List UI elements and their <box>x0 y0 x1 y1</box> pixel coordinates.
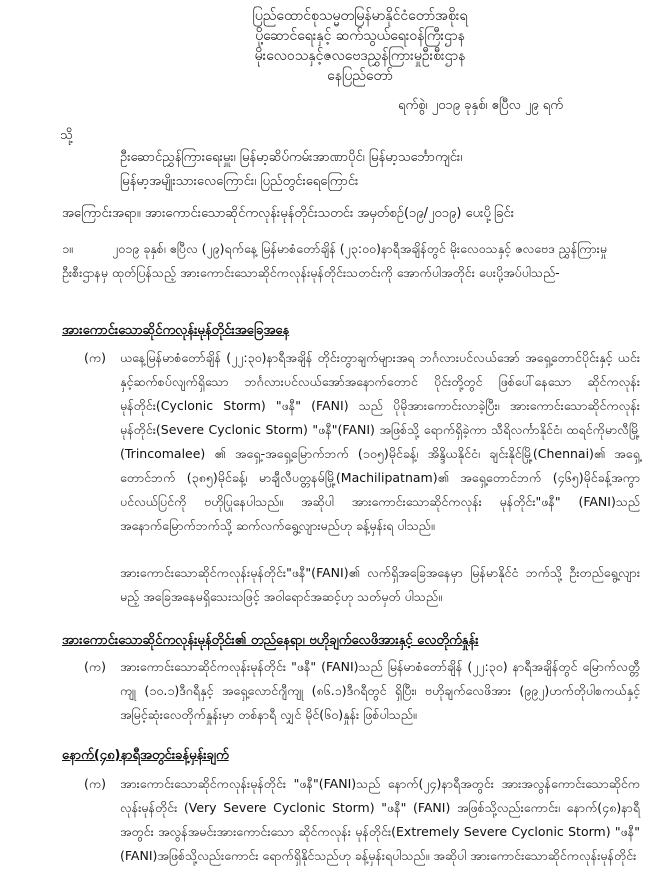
item-marker: (က) <box>84 776 106 791</box>
section-title-location-pressure: အားကောင်းသောဆိုင်ကလုန်းမုန်တိုင်း၏ တည်နေရာ၊ ဗဟိုချက်လေဖိအားနှင့် လေတိုက်နှုန်း <box>62 633 479 648</box>
recipients-block <box>120 146 620 194</box>
letter-date: ရက်စွဲ၊ ၂၀၁၉ ခုနှစ်၊ ဧပြီလ ၂၉ ရက် <box>398 98 563 113</box>
item-text: ယနေ့မြန်မာစံတော်ချိန် (၂၂:၃၀)နာရီအချိန် တိုင်းတွာချက်များအရ ဘင်္ဂလားပင်လယ်အော် အရှေ့တောင်ပိုင်းနှင့် ယင်းနှင့်ဆက်စပ်လျက်ရှိသော ဘင်္ဂလားပင်လယ်အော်အနောက်တောင် ပိုင်းတို့တွင် ဖြစ်ပေါ်နေသော ဆိုင်ကလုန်းမုန်တိုင်း(Cyclonic Storm) "ဖနီ" (FANI) သည် ပိုမိုအားကောင်းလာခဲ့ပြီး၊ အားကောင်းသောဆိုင်ကလုန်းမုန်တိုင်း(Severe Cyclonic Storm) "ဖနီ"(FANI) အဖြစ်သို့ ရောက်ရှိခဲ့ကာ သီရိလင်္ကာနိုင်ငံ၊ ထရင်ကိုမာလီမြို့ (Trincomalee) ၏ အရှေ့-အရှေ့မြောက်ဘက် (၁၀၅)မိုင်ခန့်၊ အိန္ဒိယနိုင်ငံ၊ ချင်းနိုင်မြို့(Chennai)၏ အရှေ့ တောင်ဘက် (၃၈၅)မိုင်ခန့်၊ မာချီလီပတ္တနမ်မြို့(Machilipatnam)၏ အရှေ့တောင်ဘက် (၄၆၅)မိုင်ခန့်အကွာ ပင်လယ်ပြင်ကို ဗဟိုပြုနေပါသည်။ အဆိုပါ အားကောင်းသောဆိုင်ကလုန်း မုန်တိုင်း"ဖနီ" (FANI)သည် အနောက်မြောက်ဘက်သို့ ဆက်လက်ရွေ့လျားမည်ဟု ခန့်မှန်းရ ပါသည်။ <box>120 350 640 533</box>
item-text: အားကောင်းသောဆိုင်ကလုန်းမုန်တိုင်း "ဖနီ"(FANI)သည် နောက်(၂၄)နာရီအတွင်း အားအလွန်ကောင်းသောဆိုင်ကလုန်းမုန်တိုင်း (Very Severe Cyclonic Storm) "ဖနီ" (FANI) အဖြစ်သို့လည်းကောင်း၊ နောက်(၄၈)နာရီအတွင်း အလွန်အမင်းအားကောင်းသော ဆိုင်ကလုန်း မုန်တိုင်း(Extremely Severe Cyclonic Storm) "ဖနီ"(FANI)အဖြစ်သို့လည်းကောင်း ရောက်ရှိနိုင်သည်ဟု ခန့်မှန်းရပါသည်။ အဆိုပါ အားကောင်းသောဆိုင်ကလုန်းမုန်တိုင်း <box>120 776 640 863</box>
letterhead-government: ပြည်ထောင်စုသမ္မတမြန်မာနိုင်ငံတော်အစိုးရ <box>252 8 468 24</box>
section-item <box>84 655 640 727</box>
intro-paragraph <box>62 237 637 285</box>
subject-line: အကြောင်းအရာ။ အားကောင်းသောဆိုင်ကလုန်းမုန်တိုင်းသတင်း အမှတ်စဉ်(၁၉/၂၀၁၉) ပေးပို့ခြင်း <box>62 206 515 221</box>
section-item <box>84 772 640 868</box>
section-title-forecast: နောက်(၄၈)နာရီအတွင်းခန့်မှန်းချက် <box>62 748 229 763</box>
paragraph-number: ၁။ <box>62 241 73 256</box>
item-text: အားကောင်းသောဆိုင်ကလုန်းမုန်တိုင်း "ဖနီ" (FANI)သည် မြန်မာစံတော်ချိန် (၂၂:၃၀) နာရီအချိန်တွင် မြောက်လတ္တီကျု (၁၀.၁)ဒီဂရီနှင့် အရှေ့လောင်ဂျီကျု (၈၆.၁)ဒီဂရီတွင် ရှိပြီး၊ ဗဟိုချက်လေဖိအား (၉၉၂)ဟက်တိုပါစကယ်နှင့် အမြင့်ဆုံးလေတိုက်နှုန်းမှာ တစ်နာရီ လျှင် မိုင်(၆၀)နှုန်း ဖြစ်ပါသည်။ <box>120 659 640 722</box>
letterhead-ministry: ပို့ဆောင်ရေးနှင့် ဆက်သွယ်ရေးဝန်ကြီးဌာန <box>255 28 465 44</box>
item-text: အားကောင်းသောဆိုင်ကလုန်းမုန်တိုင်း"ဖနီ"(FANI)၏ လက်ရှိအခြေအနေမှာ မြန်မာနိုင်ငံ ဘက်သို့ ဦးတည်ရွေ့လျားမည့် အခြေအနေမရှိသေးသဖြင့် အဝါရောင်အဆင့်ဟု သတ်မှတ် ပါသည်။ <box>120 565 640 604</box>
recipients-line: ဦးဆောင်ညွှန်ကြားရေးမှူး၊ မြန်မာ့ဆိပ်ကမ်းအာဏာပိုင်၊ မြန်မာ့သင်္ဘောကျင်း၊ <box>120 150 463 165</box>
letterhead-department: မိုးလေဝသနှင့်ဇလဗေဒညွှန်ကြားမှုဦးစီးဌာန <box>254 48 466 64</box>
section-title-storm-status: အားကောင်းသောဆိုင်ကလုန်းမုန်တိုင်းအခြေအနေ <box>62 323 290 338</box>
recipients-line: မြန်မာ့အမျိုးသားလေကြောင်း၊ ပြည်တွင်းရေကြောင်း <box>120 174 359 189</box>
letterhead <box>200 6 520 86</box>
letterhead-city: နေပြည်တော် <box>327 68 393 84</box>
to-label: သို့ <box>60 128 73 143</box>
item-marker: (က) <box>84 659 106 674</box>
section-item <box>84 346 640 538</box>
item-marker: (က) <box>84 350 106 365</box>
section-item-continuation <box>120 561 640 609</box>
paragraph-text: ၂၀၁၉ ခုနှစ်၊ ဧပြီလ (၂၉)ရက်နေ့ မြန်မာစံတော်ချိန် (၂၃:၀၀)နာရီအချိန်တွင် မိုးလေဝသနှင့် ဇလဗေဒ ညွှန်ကြားမှုဦးစီးဌာနမှ ထုတ်ပြန်သည့် အားကောင်းသောဆိုင်ကလုန်းမုန်တိုင်းသတင်းကို အောက်ပါအတိုင်း ပေးပို့အပ်ပါသည်- <box>62 241 607 280</box>
